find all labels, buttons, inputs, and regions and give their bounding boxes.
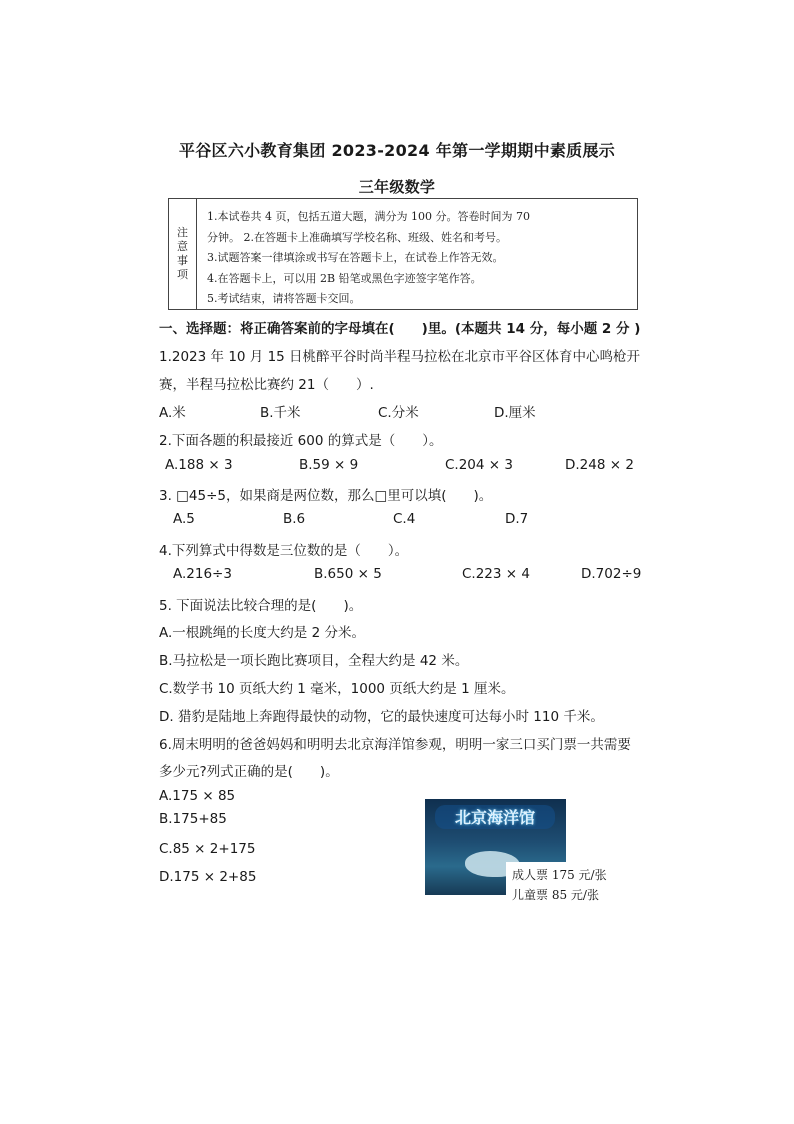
section-heading: 一、选择题：将正确答案前的字母填在( )里。(本题共 14 分，每小题 2 分 ): [159, 321, 641, 337]
q6-option-c: C.85 × 2+175: [159, 841, 256, 857]
q5-option-c: C.数学书 10 页纸大约 1 毫米，1000 页纸大约是 1 厘米。: [159, 681, 515, 697]
q3-option-c: C.4: [393, 511, 416, 527]
q4-option-a: A.216÷3: [173, 566, 232, 582]
price-child: 儿童票 85 元/张: [512, 888, 599, 902]
notice-label-char: 项: [177, 268, 188, 281]
q6-text: 6.周末明明的爸爸妈妈和明明去北京海洋馆参观，明明一家三口买门票一共需要: [159, 737, 631, 753]
q5-option-b: B.马拉松是一项长跑比赛项目，全程大约是 42 米。: [159, 653, 469, 669]
q2-option-c: C.204 × 3: [445, 457, 513, 473]
notice-label-char: 事: [177, 254, 188, 267]
q6-option-b: B.175+85: [159, 811, 227, 827]
q3-option-b: B.6: [283, 511, 306, 527]
notice-items: [207, 207, 627, 310]
notice-label: [169, 199, 197, 309]
q2-option-b: B.59 × 9: [299, 457, 359, 473]
q1-option-d: D.厘米: [494, 405, 536, 421]
notice-item: 1.本试卷共 4 页，包括五道大题，满分为 100 分。答卷时间为 70: [207, 210, 530, 223]
price-adult: 成人票 175 元/张: [512, 868, 607, 882]
notice-box: [168, 198, 638, 310]
q6-text-cont: 多少元?列式正确的是( )。: [159, 764, 339, 780]
notice-item: 4.在答题卡上，可以用 2B 铅笔或黑色字迹签字笔作答。: [207, 271, 482, 285]
q6-option-a: A.175 × 85: [159, 788, 236, 804]
q2-text: 2.下面各题的积最接近 600 的算式是（ ）。: [159, 433, 443, 449]
exam-subtitle: 三年级数学: [358, 178, 436, 196]
notice-item: 分钟。 2.在答题卡上准确填写学校名称、班级、姓名和考号。: [207, 230, 507, 244]
q5-option-a: A.一根跳绳的长度大约是 2 分米。: [159, 625, 365, 641]
q1-text: 1.2023 年 10 月 15 日桃醉平谷时尚半程马拉松在北京市平谷区体育中心鸣枪开: [159, 349, 641, 365]
aquarium-banner: 北京海洋馆: [435, 805, 555, 829]
q3-option-d: D.7: [505, 511, 529, 527]
q1-option-a: A.米: [159, 405, 186, 421]
q1-option-c: C.分米: [378, 405, 419, 421]
q5-text: 5. 下面说法比较合理的是( )。: [159, 598, 363, 614]
q4-option-d: D.702÷9: [581, 566, 642, 582]
notice-item: 5.考试结束，请将答题卡交回。: [207, 292, 361, 305]
q2-option-a: A.188 × 3: [165, 457, 233, 473]
notice-label-char: 注: [177, 226, 188, 239]
q3-text: 3. □45÷5，如果商是两位数，那么□里可以填( )。: [159, 488, 493, 504]
notice-label-char: 意: [177, 240, 188, 253]
q1-option-b: B.千米: [260, 405, 301, 421]
q5-option-d: D. 猎豹是陆地上奔跑得最快的动物，它的最快速度可达每小时 110 千米。: [159, 709, 604, 725]
q6-option-d: D.175 × 2+85: [159, 869, 257, 885]
q2-option-d: D.248 × 2: [565, 457, 634, 473]
q4-text: 4.下列算式中得数是三位数的是（ ）。: [159, 543, 409, 559]
notice-item: 3.试题答案一律填涂或书写在答题卡上，在试卷上作答无效。: [207, 251, 504, 264]
q1-text-cont: 赛，半程马拉松比赛约 21（ ）.: [159, 377, 374, 393]
exam-title: 平谷区六小教育集团 2023-2024 年第一学期期中素质展示: [178, 141, 616, 160]
q4-option-c: C.223 × 4: [462, 566, 530, 582]
q4-option-b: B.650 × 5: [314, 566, 382, 582]
q3-option-a: A.5: [173, 511, 195, 527]
